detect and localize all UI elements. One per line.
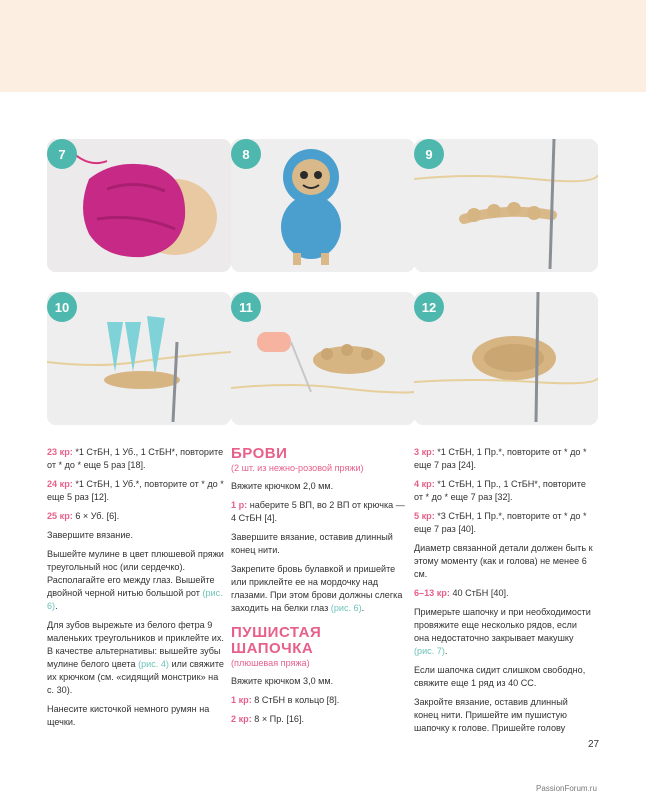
row-25: 25 кр: 6 × Уб. [6]. — [47, 511, 120, 521]
brow-end-text: Завершите вязание, оставив длинный конец нити. — [231, 532, 393, 555]
photo-step-12 — [414, 292, 598, 425]
hat-round-2: 2 кр: 8 × Пр. [16]. — [231, 714, 305, 724]
scallop-edge — [0, 70, 646, 100]
teeth-text: Для зубов вырежьте из белого фетра 9 маленьких треугольников и приклейте их. В качестве альтернативы: вышейте зубы мулине белого цвета (рис. 4) или свяжите их крючком (см. «сидящий монстрик» на с. 30). — [47, 620, 224, 695]
photo-step-8 — [231, 139, 415, 272]
step-badge: 7 — [47, 139, 77, 169]
hook-size-2: Вяжите крючком 3,0 мм. — [231, 676, 334, 686]
brows-title: БРОВИ — [231, 445, 288, 462]
hat-subtitle: (плюшевая пряжа) — [231, 658, 310, 668]
top-decor-band — [0, 0, 646, 92]
hook-size-1: Вяжите крючком 2,0 мм. — [231, 481, 334, 491]
blush-text: Нанесите кисточкой немного румян на щечки. — [47, 704, 210, 727]
step-badge: 9 — [414, 139, 444, 169]
brow-pin-text: Закрепите бровь булавкой и пришейте или приклейте ее на мордочку над глазами. При этом брови должны слегка заходить на белки глаз (рис. 6). — [231, 564, 403, 613]
try-on-text: Примерьте шапочку и при необходимости провяжите еще несколько рядов, если она недостаточно закрывает макушку (рис. 7). — [414, 607, 591, 656]
hat-round-1: 1 кр: 8 СтБН в кольцо [8]. — [231, 695, 340, 705]
step-badge: 12 — [414, 292, 444, 322]
loose-fit-text: Если шапочка сидит слишком свободно, свяжите еще 1 ряд из 40 СС. — [414, 665, 586, 688]
row-24: 24 кр: *1 СтБН, 1 Уб.*, повторите от * до * еще 5 раз [12]. — [47, 479, 224, 502]
text-column-2 — [231, 446, 407, 732]
brow-row-1: 1 р: наберите 5 ВП, во 2 ВП от крючка — 4 СтБН [4]. — [231, 500, 405, 523]
photo-step-11 — [231, 292, 415, 425]
diameter-text: Диаметр связанной детали должен быть к этому моменту (как и голова) не менее 6 см. — [414, 543, 593, 579]
close-text: Закройте вязание, оставив длинный конец нити. Пришейте им пушистую шапочку к голове. Пришейте голову — [414, 697, 568, 733]
hat-round-6-13: 6–13 кр: 40 СтБН [40]. — [414, 588, 509, 598]
hat-round-5: 5 кр: *3 СтБН, 1 Пр.*, повторите от * до * еще 7 раз [40]. — [414, 511, 587, 534]
nose-text: Вышейте мулине в цвет плюшевой пряжи треугольный нос (или сердечко). Располагайте его между глаз. Вышейте двойной черной нитью большой рот (рис. 6). — [47, 549, 224, 611]
step-badge: 11 — [231, 292, 261, 322]
row-23: 23 кр: *1 СтБН, 1 Уб., 1 СтБН*, повторите от * до * еще 5 раз [18]. — [47, 447, 224, 470]
text-column-1 — [47, 446, 225, 735]
hat-round-3: 3 кр: *1 СтБН, 1 Пр.*, повторите от * до * еще 7 раз [24]. — [414, 447, 587, 470]
text-column-3 — [414, 446, 594, 741]
brows-subtitle: (2 шт. из нежно-розовой пряжи) — [231, 463, 364, 473]
watermark: PassionForum.ru — [536, 784, 597, 793]
hat-round-4: 4 кр: *1 СтБН, 1 Пр., 1 СтБН*, повторите от * до * еще 7 раз [32]. — [414, 479, 586, 502]
photo-step-9 — [414, 139, 598, 272]
step-badge: 8 — [231, 139, 261, 169]
photo-step-7 — [47, 139, 231, 272]
step-badge: 10 — [47, 292, 77, 322]
finish-text: Завершите вязание. — [47, 530, 133, 540]
hat-title: ПУШИСТАЯ ШАПОЧКА — [231, 624, 322, 657]
photo-step-10 — [47, 292, 231, 425]
page-number: 27 — [588, 739, 600, 750]
